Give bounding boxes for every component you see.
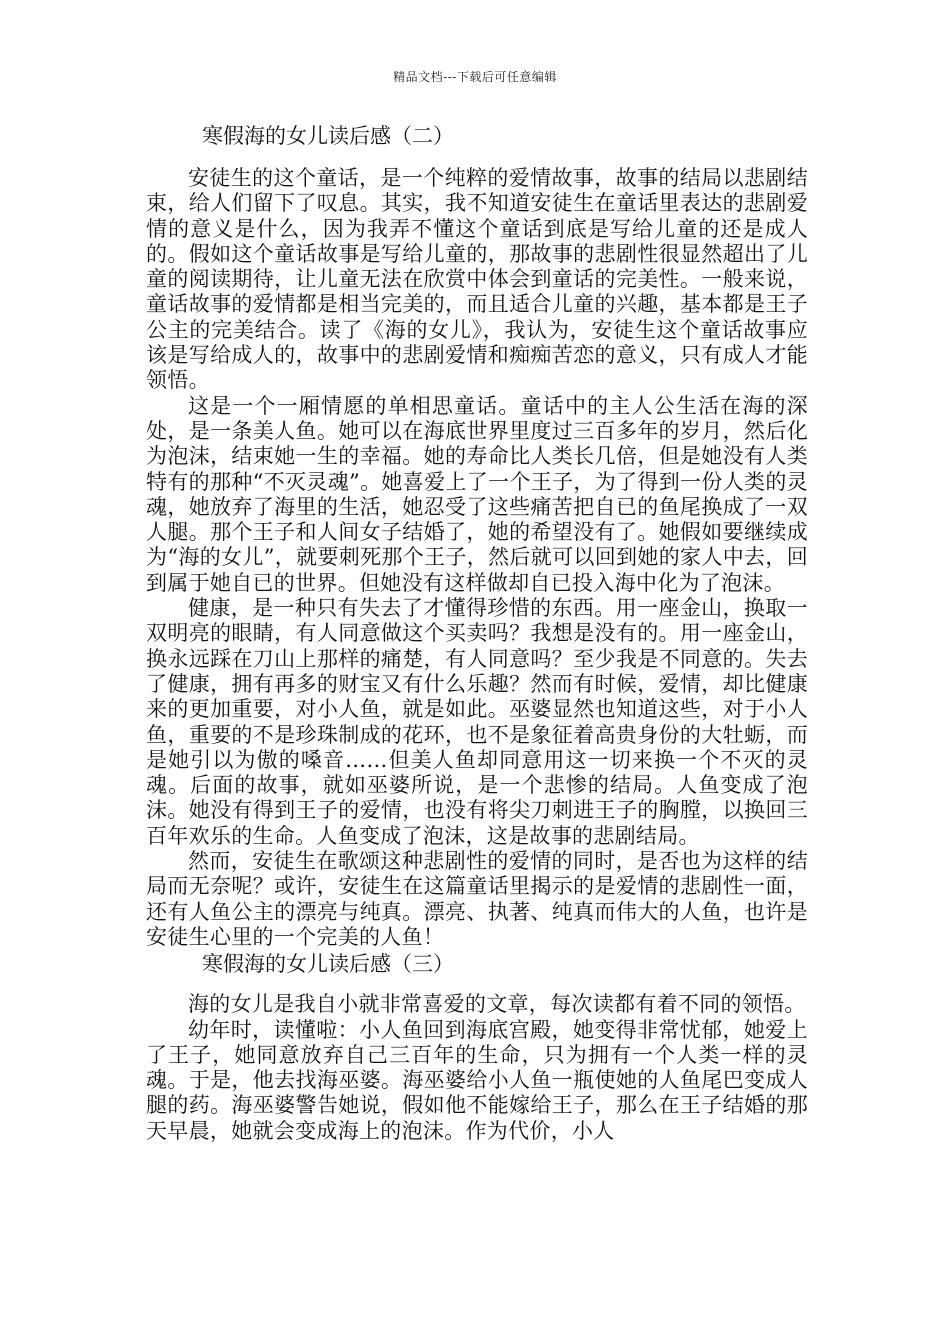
paragraph: 幼年时，读懂啦：小人鱼回到海底宫殿，她变得非常忧郁，她爱上了王子，她同意放弃自己三百年的生命，只为拥有一个人类一样的灵魂。于是，他去找海巫婆。海巫婆给小人鱼一瓶使她的人鱼尾巴变成人腿的药。海巫婆警告她说，假如他不能嫁给王子，那么在王子结婚的那天早晨，她就会变成海上的泡沫。作为代价，小人 (146, 1017, 808, 1143)
section-title: 寒假海的女儿读后感（三） (202, 952, 454, 977)
document-body (146, 122, 808, 1144)
section-title: 寒假海的女儿读后感（二） (202, 124, 454, 148)
paragraph: 这是一个一厢情愿的单相思童话。童话中的主人公生活在海的深处，是一条美人鱼。她可以在海底世界里度过三百多年的岁月，然后化为泡沫，结束她一生的幸福。她的寿命比人类长几倍，但是她没有人类特有的那种“不灭灵魂”。她喜爱上了一个王子，为了得到一份人类的灵魂，她放弃了海里的生活，她忍受了这些痛苦把自已的鱼尾换成了一双人腿。那个王子和人间女子结婚了，她的希望没有了。她假如要继续成为“海的女儿”，就要刺死那个王子，然后就可以回到她的家人中去，回到属于她自已的世界。但她没有这样做却自已投入海中化为了泡沫。 (146, 393, 808, 595)
paragraph: 安徒生的这个童话，是一个纯粹的爱情故事，故事的结局以悲剧结束，给人们留下了叹息。其实，我不知道安徒生在童话里表达的悲剧爱情的意义是什么，因为我弄不懂这个童话到底是写给儿童的还是成人的。假如这个童话故事是写给儿童的，那故事的悲剧性很显然超出了儿童的阅读期待，让儿童无法在欣赏中体会到童话的完美性。一般来说，童话故事的爱情都是相当完美的，而且适合儿童的兴趣，基本都是王子公主的完美结合。读了《海的女儿》，我认为，安徒生这个童话故事应该是写给成人的，故事中的悲剧爱情和痴痴苦恋的意义，只有成人才能领悟。 (146, 166, 808, 393)
page-header: 精品文档---下载后可任意编辑 (393, 70, 557, 84)
section-2 (146, 122, 808, 950)
section-3 (146, 950, 808, 1144)
paragraph: 然而，安徒生在歌颂这种悲剧性的爱情的同时，是否也为这样的结局而无奈呢？或许，安徒生在这篇童话里揭示的是爱情的悲剧性一面，还有人鱼公主的漂亮与纯真。漂亮、执著、纯真而伟大的人鱼，也许是安徒生心里的一个完美的人鱼！ (146, 849, 808, 949)
paragraph: 健康，是一种只有失去了才懂得珍惜的东西。用一座金山，换取一双明亮的眼睛，有人同意做这个买卖吗？我想是没有的。用一座金山，换永远踩在刀山上那样的痛楚，有人同意吗？至少我是不同意的。失去了健康，拥有再多的财宝又有什么乐趣？然而有时候，爱情，却比健康来的更加重要，对小人鱼，就是如此。巫婆显然也知道这些，对于小人鱼，重要的不是珍珠制成的花环，也不是象征着高贵身份的大牡蛎，而是她引以为傲的嗓音……但美人鱼却同意用这一切来换一个不灭的灵魂。后面的故事，就如巫婆所说，是一个悲惨的结局。人鱼变成了泡沫。她没有得到王子的爱情，也没有将尖刀刺进王子的胸膛，以换回三百年欢乐的生命。人鱼变成了泡沫，这是故事的悲剧结局。 (146, 596, 808, 848)
paragraph: 海的女儿是我自小就非常喜爱的文章，每次读都有着不同的领悟。 (188, 992, 806, 1017)
